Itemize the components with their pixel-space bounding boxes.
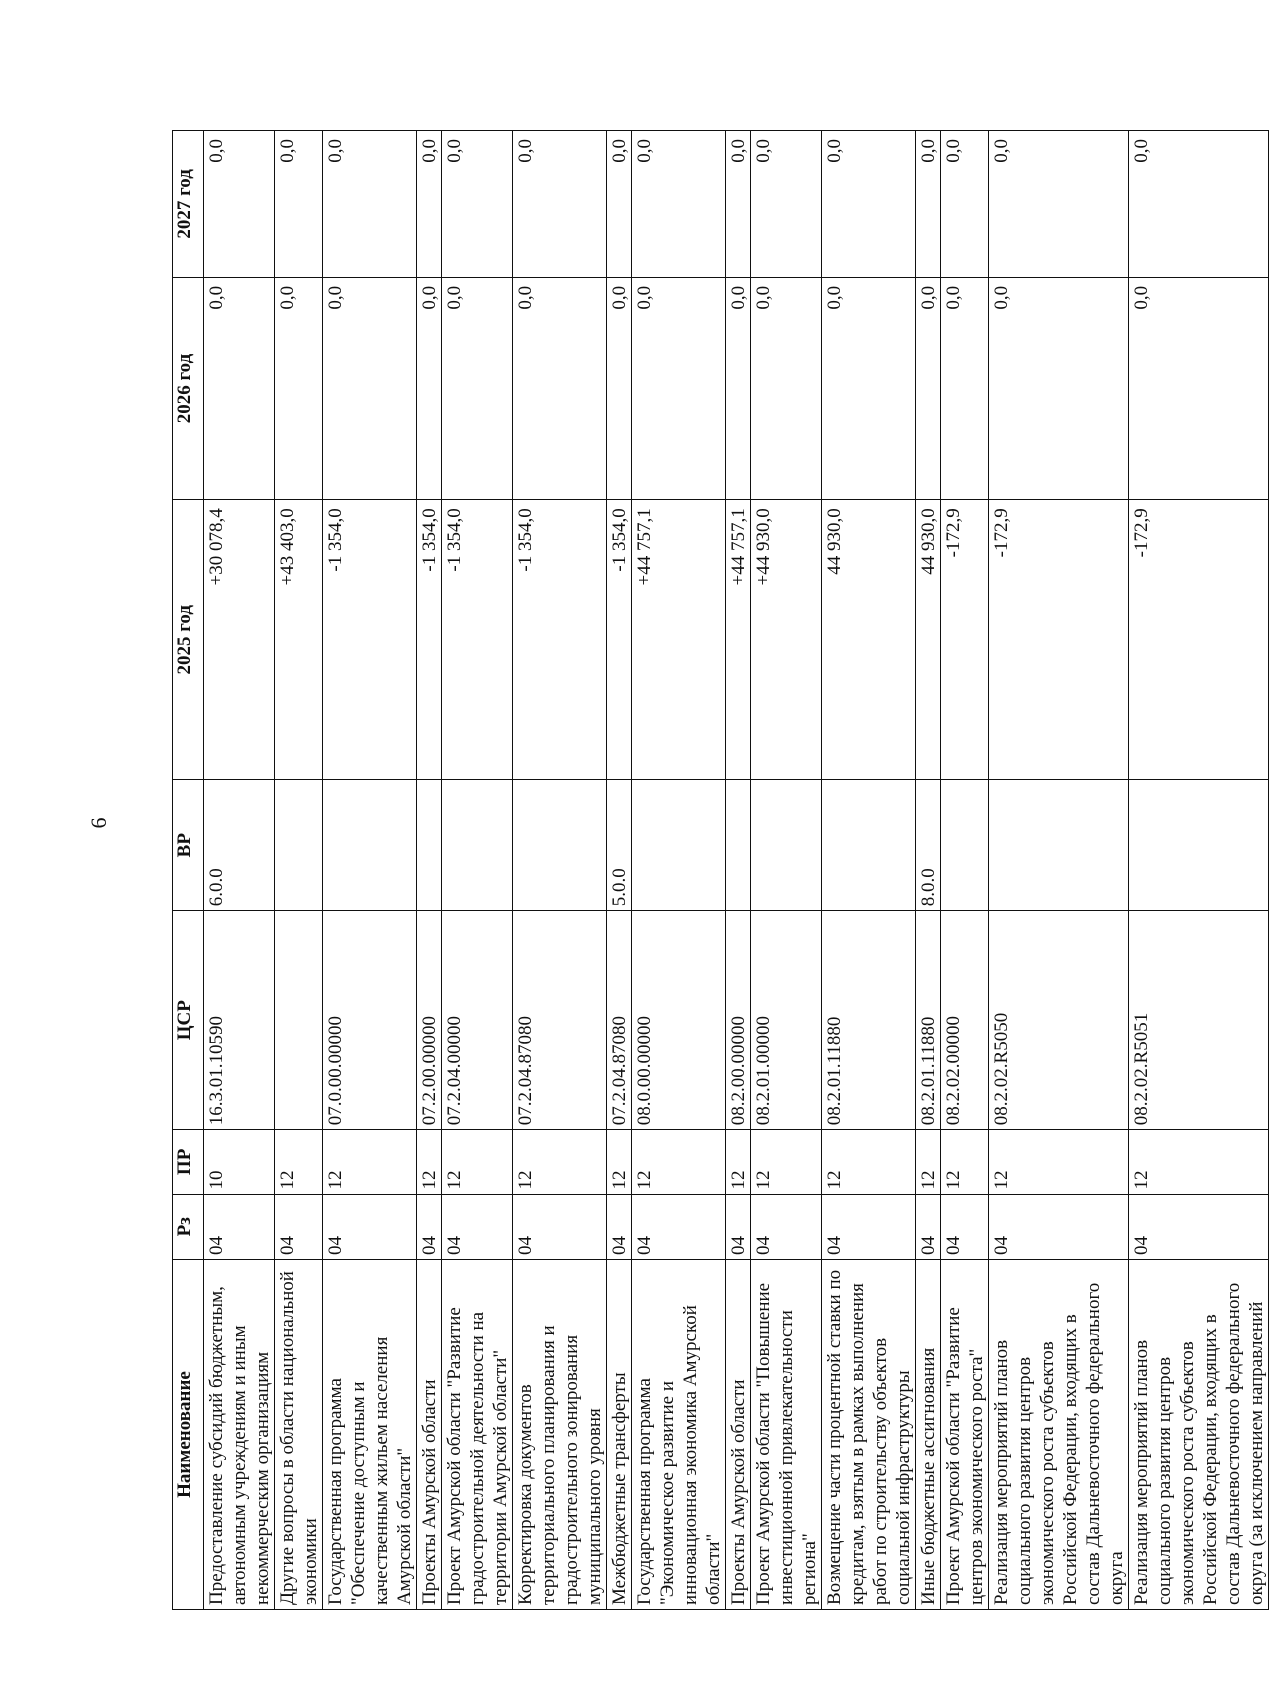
cell-rz: 04 bbox=[607, 1194, 632, 1259]
cell-2026: 0,0 bbox=[916, 277, 941, 499]
cell-2025: -172,9 bbox=[941, 500, 989, 780]
cell-pr: 12 bbox=[275, 1130, 323, 1194]
table-row bbox=[1129, 131, 1269, 1610]
header-name: Наименование bbox=[173, 1260, 204, 1610]
cell-pr: 12 bbox=[822, 1130, 916, 1194]
cell-name: Корректировка документов территориального планирования и градостроительного зонирования муниципального уровня bbox=[513, 1260, 607, 1610]
cell-pr: 12 bbox=[513, 1130, 607, 1194]
cell-vr bbox=[417, 780, 442, 911]
table-row bbox=[751, 131, 822, 1610]
cell-name: Проекты Амурской области bbox=[417, 1260, 442, 1610]
cell-csr: 07.2.04.00000 bbox=[442, 911, 513, 1130]
cell-vr bbox=[989, 780, 1129, 911]
header-csr: ЦСР bbox=[173, 911, 204, 1130]
cell-name: Предоставление субсидий бюджетным, автономным учреждениям и иным некоммерческим организациям bbox=[204, 1260, 275, 1610]
cell-name: Проект Амурской области "Повышение инвестиционной привлекательности региона" bbox=[751, 1260, 822, 1610]
cell-vr: 5.0.0 bbox=[607, 780, 632, 911]
cell-2026: 0,0 bbox=[726, 277, 751, 499]
table-row bbox=[323, 131, 417, 1610]
cell-vr bbox=[751, 780, 822, 911]
cell-2026: 0,0 bbox=[323, 277, 417, 499]
cell-rz: 04 bbox=[941, 1194, 989, 1259]
cell-csr: 08.2.01.00000 bbox=[751, 911, 822, 1130]
cell-pr: 12 bbox=[323, 1130, 417, 1194]
cell-pr: 12 bbox=[989, 1130, 1129, 1194]
cell-2027: 0,0 bbox=[941, 131, 989, 278]
cell-vr bbox=[323, 780, 417, 911]
table-row bbox=[941, 131, 989, 1610]
table-row bbox=[513, 131, 607, 1610]
cell-csr: 07.0.00.00000 bbox=[323, 911, 417, 1130]
header-rz: Рз bbox=[173, 1194, 204, 1259]
cell-rz: 04 bbox=[513, 1194, 607, 1259]
cell-rz: 04 bbox=[417, 1194, 442, 1259]
cell-name: Иные бюджетные ассигнования bbox=[916, 1260, 941, 1610]
cell-rz: 04 bbox=[632, 1194, 726, 1259]
cell-csr: 08.0.00.00000 bbox=[632, 911, 726, 1130]
header-2027: 2027 год bbox=[173, 131, 204, 278]
cell-2026: 0,0 bbox=[204, 277, 275, 499]
cell-2026: 0,0 bbox=[607, 277, 632, 499]
cell-vr bbox=[632, 780, 726, 911]
cell-pr: 10 bbox=[204, 1130, 275, 1194]
header-vr: ВР bbox=[173, 780, 204, 911]
cell-2027: 0,0 bbox=[442, 131, 513, 278]
cell-2027: 0,0 bbox=[726, 131, 751, 278]
cell-rz: 04 bbox=[822, 1194, 916, 1259]
cell-rz: 04 bbox=[916, 1194, 941, 1259]
cell-name: Проект Амурской области "Развитие градостроительной деятельности на территории Амурской области" bbox=[442, 1260, 513, 1610]
cell-pr: 12 bbox=[607, 1130, 632, 1194]
cell-name: Государственная программа "Экономическое развитие и инновационная экономика Амурской области" bbox=[632, 1260, 726, 1610]
cell-2026: 0,0 bbox=[417, 277, 442, 499]
page-number: 6 bbox=[86, 817, 111, 829]
cell-2026: 0,0 bbox=[751, 277, 822, 499]
cell-vr bbox=[275, 780, 323, 911]
cell-name: Реализация мероприятий планов социального развития центров экономического роста субъектов Российской Федерации, входящих в состав Дальневосточного федерального округа bbox=[989, 1260, 1129, 1610]
cell-rz: 04 bbox=[751, 1194, 822, 1259]
cell-2027: 0,0 bbox=[417, 131, 442, 278]
cell-vr bbox=[442, 780, 513, 911]
cell-2027: 0,0 bbox=[513, 131, 607, 278]
cell-pr: 12 bbox=[751, 1130, 822, 1194]
header-2026: 2026 год bbox=[173, 277, 204, 499]
cell-vr: 8.0.0 bbox=[916, 780, 941, 911]
cell-2026: 0,0 bbox=[1129, 277, 1269, 499]
cell-2027: 0,0 bbox=[916, 131, 941, 278]
cell-csr: 08.2.01.11880 bbox=[916, 911, 941, 1130]
cell-csr: 08.2.02.R5050 bbox=[989, 911, 1129, 1130]
cell-2025: +44 757,1 bbox=[726, 500, 751, 780]
cell-2027: 0,0 bbox=[204, 131, 275, 278]
cell-name: Межбюджетные трансферты bbox=[607, 1260, 632, 1610]
cell-vr bbox=[822, 780, 916, 911]
cell-csr bbox=[275, 911, 323, 1130]
cell-pr: 12 bbox=[941, 1130, 989, 1194]
cell-name: Проект Амурской области "Развитие центров экономического роста" bbox=[941, 1260, 989, 1610]
budget-table-rotated bbox=[172, 130, 1267, 1610]
cell-rz: 04 bbox=[204, 1194, 275, 1259]
header-2025: 2025 год bbox=[173, 500, 204, 780]
cell-2025: -1 354,0 bbox=[442, 500, 513, 780]
cell-csr: 07.2.04.87080 bbox=[513, 911, 607, 1130]
cell-2027: 0,0 bbox=[607, 131, 632, 278]
cell-vr bbox=[513, 780, 607, 911]
table-row bbox=[916, 131, 941, 1610]
cell-2027: 0,0 bbox=[323, 131, 417, 278]
cell-2025: -1 354,0 bbox=[417, 500, 442, 780]
table-row bbox=[822, 131, 916, 1610]
cell-csr: 07.2.00.00000 bbox=[417, 911, 442, 1130]
cell-pr: 12 bbox=[442, 1130, 513, 1194]
table-row bbox=[632, 131, 726, 1610]
cell-2027: 0,0 bbox=[989, 131, 1129, 278]
cell-name: Реализация мероприятий планов социального развития центров экономического роста субъектов Российской Федерации, входящих в состав Дальневосточного федерального округа (за исключением направлений bbox=[1129, 1260, 1269, 1610]
cell-rz: 04 bbox=[726, 1194, 751, 1259]
table-row bbox=[204, 131, 275, 1610]
cell-csr: 08.2.02.R5051 bbox=[1129, 911, 1269, 1130]
cell-rz: 04 bbox=[989, 1194, 1129, 1259]
cell-vr bbox=[726, 780, 751, 911]
table-row bbox=[275, 131, 323, 1610]
table-row bbox=[442, 131, 513, 1610]
cell-2025: +30 078,4 bbox=[204, 500, 275, 780]
cell-rz: 04 bbox=[323, 1194, 417, 1259]
cell-csr: 08.2.01.11880 bbox=[822, 911, 916, 1130]
table-row bbox=[726, 131, 751, 1610]
cell-2026: 0,0 bbox=[513, 277, 607, 499]
cell-2025: 44 930,0 bbox=[822, 500, 916, 780]
cell-2025: -1 354,0 bbox=[513, 500, 607, 780]
cell-rz: 04 bbox=[442, 1194, 513, 1259]
cell-2026: 0,0 bbox=[442, 277, 513, 499]
cell-2025: -1 354,0 bbox=[607, 500, 632, 780]
cell-rz: 04 bbox=[1129, 1194, 1269, 1259]
cell-vr: 6.0.0 bbox=[204, 780, 275, 911]
cell-2026: 0,0 bbox=[822, 277, 916, 499]
cell-2026: 0,0 bbox=[941, 277, 989, 499]
cell-2027: 0,0 bbox=[822, 131, 916, 278]
cell-csr: 07.2.04.87080 bbox=[607, 911, 632, 1130]
cell-2025: +44 757,1 bbox=[632, 500, 726, 780]
budget-table bbox=[172, 130, 1269, 1610]
cell-2025: 44 930,0 bbox=[916, 500, 941, 780]
cell-2026: 0,0 bbox=[989, 277, 1129, 499]
cell-csr: 08.2.00.00000 bbox=[726, 911, 751, 1130]
cell-csr: 16.3.01.10590 bbox=[204, 911, 275, 1130]
cell-vr bbox=[941, 780, 989, 911]
cell-vr bbox=[1129, 780, 1269, 911]
table-row bbox=[607, 131, 632, 1610]
cell-pr: 12 bbox=[417, 1130, 442, 1194]
cell-rz: 04 bbox=[275, 1194, 323, 1259]
cell-2025: -172,9 bbox=[1129, 500, 1269, 780]
cell-2025: -172,9 bbox=[989, 500, 1129, 780]
cell-pr: 12 bbox=[632, 1130, 726, 1194]
cell-2027: 0,0 bbox=[751, 131, 822, 278]
cell-pr: 12 bbox=[1129, 1130, 1269, 1194]
table-row bbox=[417, 131, 442, 1610]
table-header-row bbox=[173, 131, 204, 1610]
header-pr: ПР bbox=[173, 1130, 204, 1194]
cell-pr: 12 bbox=[726, 1130, 751, 1194]
cell-2025: +43 403,0 bbox=[275, 500, 323, 780]
cell-name: Проекты Амурской области bbox=[726, 1260, 751, 1610]
cell-2025: +44 930,0 bbox=[751, 500, 822, 780]
cell-2027: 0,0 bbox=[275, 131, 323, 278]
cell-2025: -1 354,0 bbox=[323, 500, 417, 780]
cell-csr: 08.2.02.00000 bbox=[941, 911, 989, 1130]
cell-2027: 0,0 bbox=[1129, 131, 1269, 278]
cell-pr: 12 bbox=[916, 1130, 941, 1194]
cell-2027: 0,0 bbox=[632, 131, 726, 278]
cell-2026: 0,0 bbox=[632, 277, 726, 499]
table-body bbox=[204, 131, 1269, 1610]
cell-name: Другие вопросы в области национальной экономики bbox=[275, 1260, 323, 1610]
cell-name: Возмещение части процентной ставки по кредитам, взятым в рамках выполнения работ по строительству объектов социальной инфраструктуры bbox=[822, 1260, 916, 1610]
cell-2026: 0,0 bbox=[275, 277, 323, 499]
cell-name: Государственная программа "Обеспечение доступным и качественным жильем населения Амурской области" bbox=[323, 1260, 417, 1610]
table-row bbox=[989, 131, 1129, 1610]
